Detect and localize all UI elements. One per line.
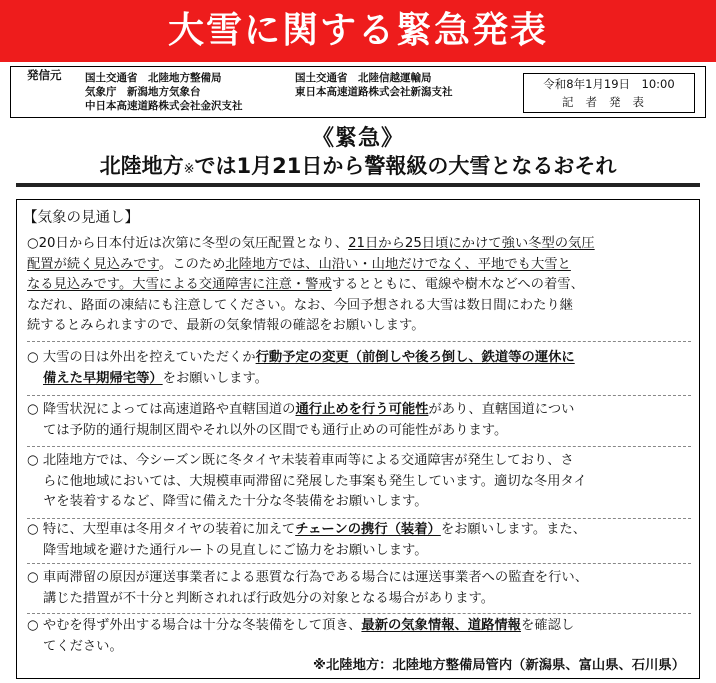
emphasis-text: 最新の気象情報、道路情報 xyxy=(361,618,521,633)
issuer-label: 発信元 xyxy=(27,68,62,82)
urgent-label: 《緊急》 xyxy=(311,126,404,151)
text: 講じた措置が不十分と判断されれば行政処分の対象となる場合があります。 xyxy=(43,590,495,606)
text: 。このため xyxy=(158,256,226,272)
text: ○ 車両滞留の原因が運送事業者による悪質な行為である場合には運送事業者への監査を行い、 xyxy=(27,570,588,585)
press-release-label: 記者発表 xyxy=(562,95,656,109)
dashed-divider xyxy=(27,341,691,342)
text: 続するとみられますので、最新の気象情報の確認をお願いします。 xyxy=(27,318,425,333)
issuer-line: 中日本高速道路株式会社金沢支社 xyxy=(85,100,243,112)
emphasis-text: 行動予定の変更（前倒しや後ろ倒し、鉄道等の運休に xyxy=(255,350,575,365)
release-date-box xyxy=(523,73,695,113)
emphasis-text: なる見込みです。大雪による交通障害に注意・警戒 xyxy=(27,277,332,292)
dashed-divider xyxy=(27,446,691,447)
section-title: 【気象の見通し】 xyxy=(23,210,139,226)
release-datetime: 令和8年1月19日 10:00 xyxy=(543,77,675,91)
headline-divider xyxy=(16,183,700,187)
text: ○ 特に、大型車は冬用タイヤの装着に加えて xyxy=(27,522,296,537)
text: をお願いします。また、 xyxy=(440,522,587,537)
headline-region: 北陸地方 xyxy=(99,154,184,178)
text: らに他地域においては、大規模車両滞留に発展した事案も発生しています。適切な冬用タイ xyxy=(43,473,587,489)
text: ては予防的通行規制区間やそれ以外の区間でも通行止めの可能性があります。 xyxy=(43,422,508,438)
dashed-divider xyxy=(27,518,691,519)
paragraph-2 xyxy=(27,348,691,389)
text: をお願いします。 xyxy=(162,370,268,386)
text: ○ 降雪状況によっては高速道路や直轄国道の xyxy=(27,402,296,417)
paragraph-3 xyxy=(27,400,691,441)
page-banner-title: 大雪に関する緊急発表 xyxy=(0,0,716,62)
text: があり、直轄国道につい xyxy=(428,402,575,417)
dashed-divider xyxy=(27,613,691,614)
text: ○ 大雪の日は外出を控えていただくか xyxy=(27,350,256,365)
text: するとともに、電線や樹木などへの着雪、 xyxy=(331,277,584,292)
text: ヤを装着するなど、降雪に備えた十分な冬装備をお願いします。 xyxy=(43,494,428,509)
emphasis-text: 北陸地方では、山沿い・山地だけでなく、平地でも大雪と xyxy=(225,256,571,272)
text: ○ やむを得ず外出する場合は十分な冬装備をして頂き、 xyxy=(27,618,362,633)
paragraph-5 xyxy=(27,520,691,561)
region-footnote: ※北陸地方：北陸地方整備局管内（新潟県、富山県、石川県） xyxy=(313,658,685,673)
issuer-line: 東日本高速道路株式会社新潟支社 xyxy=(295,86,453,98)
text: を確認し xyxy=(520,618,575,633)
issuer-box xyxy=(10,66,706,118)
text: ○ 北陸地方では、今シーズン既に冬タイヤ未装着車両等による交通障害が発生しており、さ xyxy=(27,453,574,468)
headline-text: では1月21日から警報級の大雪となるおそれ xyxy=(194,154,617,178)
headline-asterisk: ※ xyxy=(183,162,195,177)
emphasis-text: 備えた早期帰宅等） xyxy=(43,370,163,386)
emphasis-text: 通行止めを行う可能性 xyxy=(295,402,429,417)
issuer-column-middle xyxy=(295,71,453,99)
paragraph-4 xyxy=(27,451,691,513)
paragraph-6 xyxy=(27,568,691,609)
text: なだれ、路面の凍結にも注意してください。なお、今回予想される大雪は数日間にわたり継 xyxy=(27,297,573,313)
issuer-line: 国土交通省 北陸信越運輸局 xyxy=(295,72,432,84)
paragraph-1 xyxy=(27,234,691,337)
dashed-divider xyxy=(27,563,691,564)
emphasis-text: チェーンの携行（装着） xyxy=(295,522,441,537)
issuer-line: 気象庁 新潟地方気象台 xyxy=(85,86,201,98)
emphasis-text: 配置が続く見込みです xyxy=(27,256,159,272)
text: てください。 xyxy=(43,638,123,654)
dashed-divider xyxy=(27,395,691,396)
text: ○20日から日本付近は次第に冬型の気圧配置となり、 xyxy=(27,236,349,251)
paragraph-7 xyxy=(27,616,691,657)
issuer-column-left xyxy=(85,71,243,113)
issuer-line: 国土交通省 北陸地方整備局 xyxy=(85,72,222,84)
forecast-box xyxy=(16,199,700,679)
emphasis-text: 21日から25日頃にかけて強い冬型の気圧 xyxy=(348,236,595,251)
headline xyxy=(0,150,716,180)
text: 降雪地域を避けた通行ルートの見直しにご協力をお願いします。 xyxy=(43,542,428,558)
